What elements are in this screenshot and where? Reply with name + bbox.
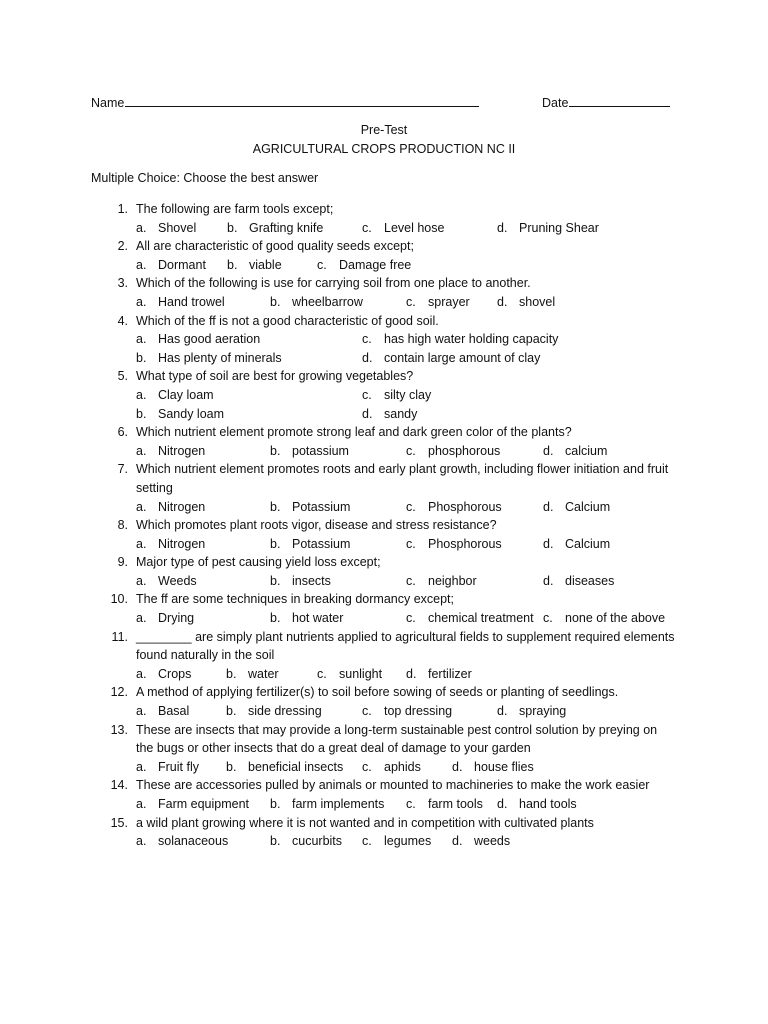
choice-text: Phosphorous	[428, 536, 502, 551]
choice-text: Pruning Shear	[519, 220, 599, 235]
answer-choice	[270, 442, 349, 461]
question-number: 9.	[117, 555, 128, 570]
choice-letter: b.	[270, 834, 281, 849]
choice-row	[0, 609, 768, 628]
choice-row	[0, 330, 768, 349]
answer-choice	[270, 572, 331, 591]
answer-choice	[136, 256, 206, 275]
choice-text: beneficial insects	[248, 759, 344, 774]
choice-text: hand tools	[519, 797, 577, 811]
answer-choice	[362, 405, 417, 424]
question-number: 10.	[110, 592, 128, 607]
question-number: 7.	[117, 462, 128, 477]
choice-letter: d.	[452, 834, 463, 849]
choice-text: viable	[249, 257, 282, 272]
choice-letter: d.	[543, 536, 554, 551]
page-subtitle: AGRICULTURAL CROPS PRODUCTION NC II	[252, 142, 516, 156]
question-number: 3.	[117, 276, 128, 291]
question-number: 6.	[117, 425, 128, 440]
question-item	[0, 237, 768, 274]
choice-letter: d.	[543, 573, 554, 588]
choice-letter: c.	[406, 443, 416, 458]
answer-choice	[226, 702, 322, 721]
choice-letter: c.	[317, 257, 327, 272]
choice-text: water	[248, 666, 279, 681]
choice-letter: a.	[136, 666, 147, 681]
date-blank-line	[569, 93, 670, 107]
choice-row	[0, 665, 768, 684]
choice-text: cucurbits	[292, 834, 343, 849]
choice-text: Dormant	[158, 257, 206, 272]
answer-choice	[136, 832, 228, 851]
date-label: Date	[542, 96, 569, 110]
choice-text: Fruit fly	[158, 759, 199, 774]
choice-text: Calcium	[565, 536, 611, 551]
choice-text: insects	[292, 573, 331, 588]
page-title: Pre-Test	[360, 123, 408, 137]
choice-row	[0, 442, 768, 461]
choice-letter: c.	[406, 573, 416, 588]
choice-letter: a.	[136, 611, 147, 626]
date-field	[542, 93, 670, 110]
answer-choice	[227, 219, 323, 238]
answer-choice	[362, 219, 444, 238]
answer-choice	[136, 498, 205, 517]
choice-row	[0, 498, 768, 517]
answer-choice	[270, 832, 342, 851]
instructions: Multiple Choice: Choose the best answer	[91, 171, 319, 185]
answer-choice	[406, 795, 483, 814]
choice-letter: c.	[406, 294, 416, 309]
choice-text: Potassium	[292, 536, 351, 551]
name-blank-line	[125, 93, 479, 107]
choice-text: sprayer	[428, 294, 470, 309]
choice-text: Nitrogen	[158, 443, 206, 458]
choice-letter: b.	[227, 257, 238, 272]
choice-letter: b.	[227, 220, 238, 235]
choice-letter: b.	[136, 350, 147, 365]
choice-letter: b.	[270, 294, 281, 309]
choice-letter: d.	[497, 294, 508, 309]
choice-text: Nitrogen	[158, 536, 206, 551]
answer-choice	[362, 832, 431, 851]
choice-row	[0, 702, 768, 721]
answer-choice	[136, 702, 189, 721]
choice-letter: c.	[406, 611, 416, 626]
choice-letter: b.	[270, 536, 281, 551]
choice-text: Has plenty of minerals	[158, 350, 282, 365]
answer-choice	[543, 535, 610, 554]
choice-text: side dressing	[248, 704, 322, 719]
answer-choice	[270, 498, 350, 517]
choice-text: hot water	[292, 611, 344, 626]
question-number: 11.	[111, 629, 128, 644]
choice-letter: a.	[136, 499, 147, 514]
choice-letter: a.	[136, 797, 147, 811]
question-number: 2.	[117, 239, 128, 254]
choice-text: sandy	[384, 406, 418, 421]
answer-choice	[543, 442, 607, 461]
choice-text: weeds	[474, 834, 511, 849]
question-text: a wild plant growing where it is not wanted and in competition with cultivated plants	[136, 815, 594, 830]
answer-choice	[497, 702, 566, 721]
answer-choice	[406, 609, 534, 628]
answer-choice	[136, 349, 282, 368]
answer-choice	[136, 330, 260, 349]
choice-letter: c.	[362, 759, 372, 774]
choice-text: potassium	[292, 443, 349, 458]
choice-text: farm implements	[292, 797, 385, 811]
question-item	[0, 200, 768, 237]
question-number: 5.	[117, 369, 128, 384]
question-number: 13.	[110, 722, 128, 737]
choice-letter: a.	[136, 834, 147, 849]
choice-letter: d.	[497, 704, 508, 719]
choice-letter: a.	[136, 536, 147, 551]
choice-letter: c.	[543, 611, 553, 626]
choice-letter: a.	[136, 294, 147, 309]
choice-text: Clay loam	[158, 387, 214, 402]
choice-text: none of the above	[565, 611, 666, 626]
question-item	[0, 274, 768, 311]
choice-text: Potassium	[292, 499, 351, 514]
question-text: These are insects that may provide a long-term sustainable pest control solution by preying on the bugs or other insects that do a great deal of damage to your garden	[136, 722, 658, 756]
answer-choice	[136, 795, 249, 814]
answer-choice	[406, 293, 470, 312]
choice-text: top dressing	[384, 704, 453, 719]
question-item	[0, 628, 768, 684]
choice-row	[0, 758, 768, 777]
question-text: ________ are simply plant nutrients applied to agricultural fields to supplement required elements found naturally in the soil	[136, 629, 675, 663]
choice-letter: c.	[362, 834, 372, 849]
answer-choice	[136, 665, 191, 684]
answer-choice	[136, 219, 196, 238]
choice-letter: c.	[362, 332, 372, 347]
question-item	[0, 367, 768, 423]
question-item	[0, 776, 768, 813]
choice-text: diseases	[565, 573, 615, 588]
question-text: Which of the ff is not a good characteristic of good soil.	[136, 313, 439, 328]
choice-text: Shovel	[158, 220, 197, 235]
choice-text: silty clay	[384, 387, 432, 402]
choice-letter: b.	[270, 611, 281, 626]
answer-choice	[543, 572, 614, 591]
choice-text: Hand trowel	[158, 294, 225, 309]
question-text: A method of applying fertilizer(s) to soil before sowing of seeds or planting of seedlings.	[136, 685, 619, 700]
choice-text: fertilizer	[428, 666, 472, 681]
question-item	[0, 721, 768, 777]
choice-letter: a.	[136, 220, 147, 235]
question-item	[0, 460, 768, 516]
choice-letter: d.	[452, 759, 463, 774]
choice-letter: a.	[136, 387, 147, 402]
choice-letter: b.	[270, 443, 281, 458]
answer-choice	[317, 665, 382, 684]
choice-text: has high water holding capacity	[384, 332, 559, 347]
answer-choice	[136, 405, 224, 424]
question-item	[0, 423, 768, 460]
answer-choice	[136, 758, 199, 777]
choice-letter: d.	[362, 350, 373, 365]
answer-choice	[452, 758, 534, 777]
choice-letter: c.	[317, 666, 327, 681]
choice-row	[0, 349, 768, 368]
choice-letter: b.	[226, 666, 237, 681]
question-number: 15.	[110, 815, 128, 830]
choice-letter: d.	[543, 443, 554, 458]
choice-text: chemical treatment	[428, 611, 534, 626]
choice-letter: a.	[136, 257, 147, 272]
question-text: What type of soil are best for growing vegetables?	[136, 369, 414, 384]
choice-text: legumes	[384, 834, 432, 849]
answer-choice	[270, 609, 343, 628]
question-text: Major type of pest causing yield loss except;	[136, 555, 381, 570]
question-number: 14.	[110, 778, 128, 793]
answer-choice	[362, 330, 558, 349]
choice-letter: c.	[362, 387, 372, 402]
answer-choice	[317, 256, 411, 275]
choice-text: Crops	[158, 666, 192, 681]
answer-choice	[543, 609, 665, 628]
choice-letter: c.	[406, 536, 416, 551]
name-field	[91, 93, 479, 110]
answer-choice	[136, 609, 194, 628]
answer-choice	[362, 386, 431, 405]
question-text: Which nutrient element promotes roots and early plant growth, including flower initiation and fruit setting	[136, 462, 669, 495]
question-text: Which promotes plant roots vigor, disease and stress resistance?	[136, 518, 497, 533]
choice-text: calcium	[565, 443, 608, 458]
choice-letter: b.	[270, 499, 281, 514]
answer-choice	[362, 349, 540, 368]
choice-row	[0, 795, 768, 814]
answer-choice	[136, 293, 225, 312]
answer-choice	[497, 293, 555, 312]
choice-text: house flies	[474, 759, 534, 774]
answer-choice	[270, 795, 384, 814]
choice-letter: c.	[362, 220, 372, 235]
choice-letter: a.	[136, 704, 147, 719]
choice-letter: c.	[406, 499, 416, 514]
question-list	[0, 200, 768, 851]
question-item	[0, 553, 768, 590]
choice-letter: a.	[136, 759, 147, 774]
answer-choice	[136, 386, 214, 405]
choice-letter: c.	[406, 797, 416, 811]
choice-letter: d.	[543, 499, 554, 514]
answer-choice	[362, 702, 452, 721]
choice-text: Calcium	[565, 499, 611, 514]
choice-text: Drying	[158, 611, 195, 626]
answer-choice	[406, 498, 502, 517]
question-number: 4.	[117, 313, 128, 328]
choice-letter: d.	[406, 666, 417, 681]
choice-text: Level hose	[384, 220, 445, 235]
choice-text: Damage free	[339, 257, 412, 272]
answer-choice	[226, 665, 279, 684]
answer-choice	[452, 832, 510, 851]
answer-choice	[406, 665, 472, 684]
choice-row	[0, 256, 768, 275]
choice-text: solanaceous	[158, 834, 229, 849]
question-text: All are characteristic of good quality seeds except;	[136, 239, 414, 254]
choice-text: shovel	[519, 294, 556, 309]
question-item	[0, 516, 768, 553]
choice-row	[0, 293, 768, 312]
choice-text: spraying	[519, 704, 567, 719]
choice-text: farm tools	[428, 797, 483, 811]
choice-row	[0, 535, 768, 554]
choice-text: sunlight	[339, 666, 383, 681]
choice-letter: c.	[362, 704, 372, 719]
question-text: The following are farm tools except;	[136, 202, 334, 216]
choice-row	[0, 219, 768, 238]
choice-text: contain large amount of clay	[384, 350, 541, 365]
choice-letter: d.	[497, 220, 508, 235]
answer-choice	[362, 758, 421, 777]
choice-text: aphids	[384, 759, 421, 774]
answer-choice	[406, 442, 500, 461]
choice-text: Grafting knife	[249, 220, 324, 235]
question-text: These are accessories pulled by animals or mounted to machineries to make the work easier	[136, 778, 650, 793]
answer-choice	[270, 293, 363, 312]
question-number: 1.	[117, 202, 128, 216]
choice-letter: a.	[136, 443, 147, 458]
choice-letter: d.	[362, 406, 373, 421]
question-text: Which nutrient element promote strong leaf and dark green color of the plants?	[136, 425, 572, 440]
choice-letter: a.	[136, 332, 147, 347]
answer-choice	[497, 795, 577, 814]
choice-text: Nitrogen	[158, 499, 206, 514]
question-item	[0, 683, 768, 720]
choice-letter: b.	[226, 704, 237, 719]
question-item	[0, 590, 768, 627]
question-text: The ff are some techniques in breaking dormancy except;	[136, 592, 454, 607]
question-number: 8.	[117, 518, 128, 533]
answer-choice	[226, 758, 343, 777]
answer-choice	[406, 535, 502, 554]
choice-text: Basal	[158, 704, 190, 719]
choice-text: wheelbarrow	[292, 294, 363, 309]
answer-choice	[227, 256, 282, 275]
choice-text: Farm equipment	[158, 797, 250, 811]
answer-choice	[406, 572, 477, 591]
choice-letter: b.	[270, 797, 281, 811]
choice-letter: d.	[497, 797, 508, 811]
answer-choice	[136, 442, 205, 461]
choice-text: Has good aeration	[158, 332, 261, 347]
choice-text: Weeds	[158, 573, 197, 588]
question-item	[0, 814, 768, 851]
choice-letter: b.	[226, 759, 237, 774]
question-item	[0, 312, 768, 368]
choice-row	[0, 572, 768, 591]
choice-text: phosphorous	[428, 443, 501, 458]
choice-row	[0, 405, 768, 424]
answer-choice	[136, 535, 205, 554]
answer-choice	[136, 572, 197, 591]
answer-choice	[543, 498, 610, 517]
name-label: Name	[91, 96, 125, 110]
choice-letter: b.	[270, 573, 281, 588]
question-number: 12.	[110, 685, 128, 700]
choice-text: neighbor	[428, 573, 477, 588]
choice-letter: b.	[136, 406, 147, 421]
answer-choice	[270, 535, 350, 554]
choice-text: Sandy loam	[158, 406, 225, 421]
choice-row	[0, 386, 768, 405]
question-text: Which of the following is use for carrying soil from one place to another.	[136, 276, 531, 291]
choice-letter: a.	[136, 573, 147, 588]
answer-choice	[497, 219, 599, 238]
choice-text: Phosphorous	[428, 499, 502, 514]
choice-row	[0, 832, 768, 851]
